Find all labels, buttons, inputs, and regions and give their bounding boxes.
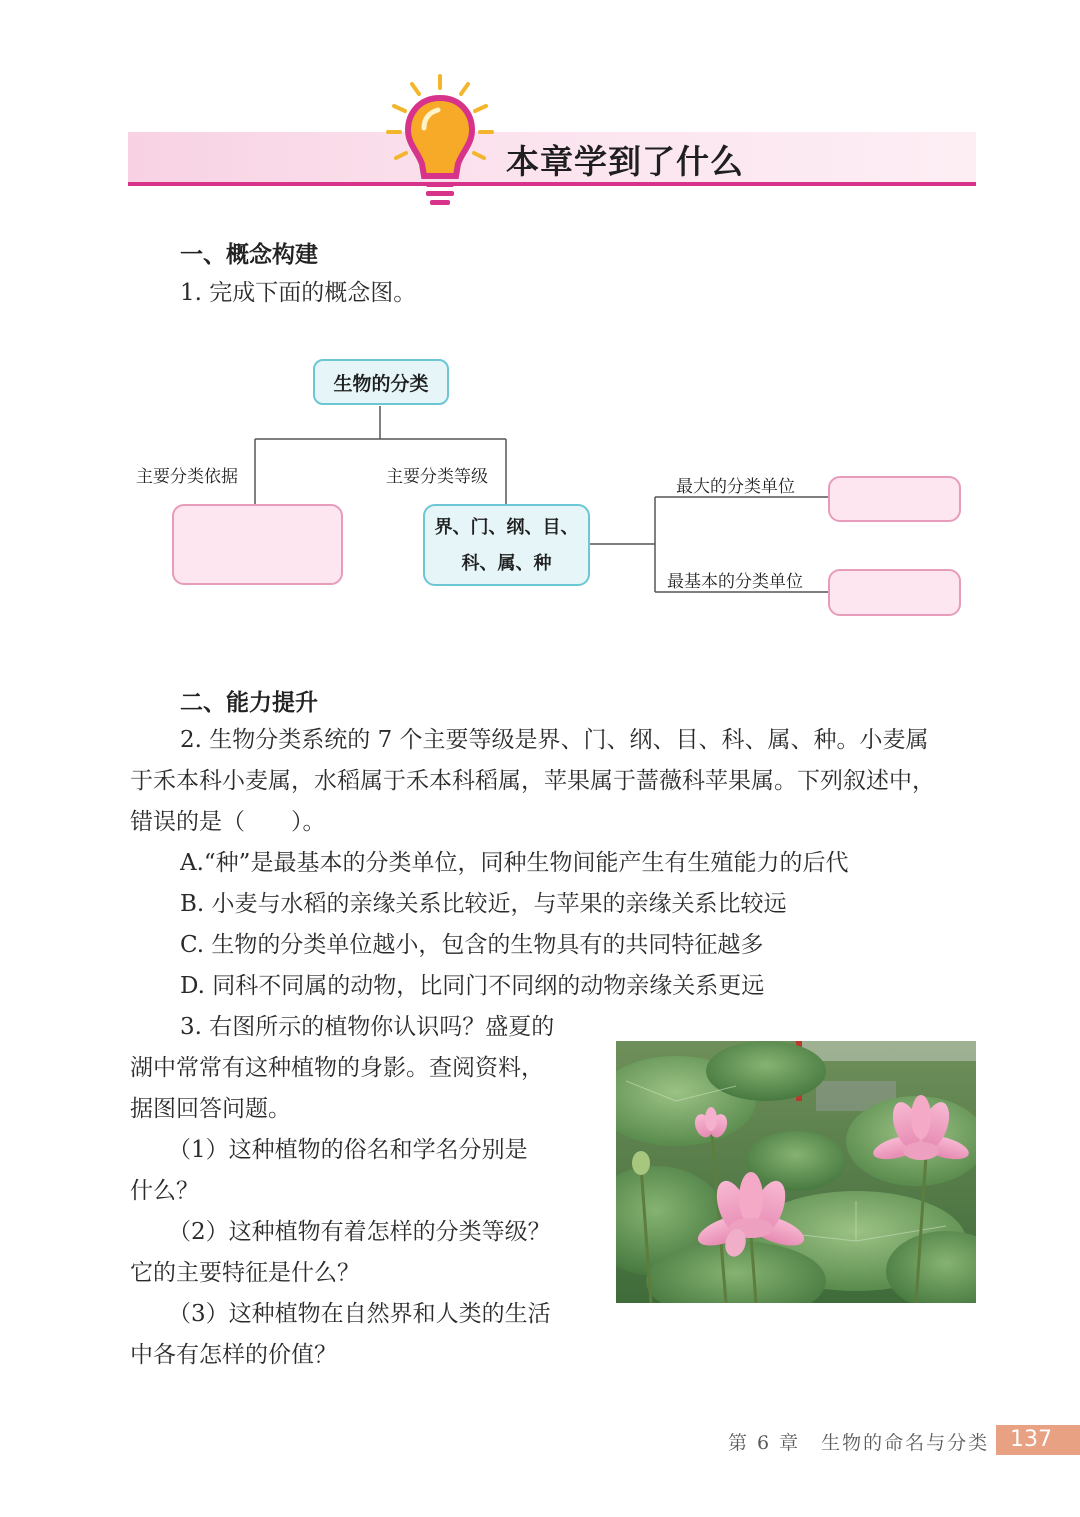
- question-3-line: 据图回答问题。: [130, 1096, 291, 1122]
- question-3-line: 湖中常常有这种植物的身影。查阅资料，: [130, 1055, 544, 1081]
- question-3-sub-2: （2）这种植物有着怎样的分类等级？: [168, 1219, 551, 1245]
- largest-unit-label: 最大的分类单位: [676, 477, 795, 497]
- section-heading-ability: 二、能力提升: [180, 690, 318, 716]
- question-2-line: 于禾本科小麦属，水稻属于禾本科稻属，苹果属于蔷薇科苹果属。下列叙述中，: [130, 768, 935, 794]
- option-d: D. 同科不同属的动物，比同门不同纲的动物亲缘关系更远: [180, 973, 765, 999]
- answer-box-basic-unit[interactable]: [828, 569, 961, 616]
- question-3-line: 中各有怎样的价值？: [130, 1342, 337, 1368]
- levels-line-1: 界、门、纲、目、: [434, 517, 579, 538]
- lightbulb-icon: [384, 72, 496, 212]
- question-1: 1. 完成下面的概念图。: [180, 280, 417, 306]
- page-number: 137: [1010, 1427, 1052, 1452]
- option-b: B. 小麦与水稻的亲缘关系比较近，与苹果的亲缘关系比较远: [180, 891, 787, 917]
- question-3-line: 3. 右图所示的植物你认识吗？盛夏的: [180, 1014, 555, 1040]
- chapter-summary-title: 本章学到了什么: [506, 142, 744, 181]
- basic-unit-label: 最基本的分类单位: [667, 572, 803, 592]
- footer-chapter: 第 6 章 生物的命名与分类: [728, 1432, 990, 1454]
- concept-root-box: [313, 359, 449, 405]
- option-c: C. 生物的分类单位越小，包含的生物具有的共同特征越多: [180, 932, 764, 958]
- question-2-line: 2. 生物分类系统的 7 个主要等级是界、门、纲、目、科、属、种。小麦属: [180, 727, 929, 753]
- branch-label-levels: 主要分类等级: [386, 467, 488, 487]
- answer-box-basis[interactable]: [172, 504, 343, 585]
- question-3-sub-1: （1）这种植物的俗名和学名分别是: [168, 1137, 528, 1163]
- concept-map: [128, 352, 978, 627]
- branch-label-basis: 主要分类依据: [136, 467, 238, 487]
- lotus-photo: [616, 1041, 976, 1303]
- question-3-line: 什么？: [130, 1178, 199, 1204]
- answer-box-largest-unit[interactable]: [828, 476, 961, 522]
- question-3-sub-3: （3）这种植物在自然界和人类的生活: [168, 1301, 551, 1327]
- concept-levels-box: [423, 504, 590, 586]
- question-3-line: 它的主要特征是什么？: [130, 1260, 360, 1286]
- option-a: A.“种”是最基本的分类单位，同种生物间能产生有生殖能力的后代: [180, 850, 849, 876]
- concept-root-label: 生物的分类: [333, 372, 429, 395]
- levels-line-2: 科、属、种: [461, 553, 552, 574]
- section-heading-concept: 一、概念构建: [180, 242, 318, 268]
- question-2-line: 错误的是（ ）。: [130, 809, 326, 835]
